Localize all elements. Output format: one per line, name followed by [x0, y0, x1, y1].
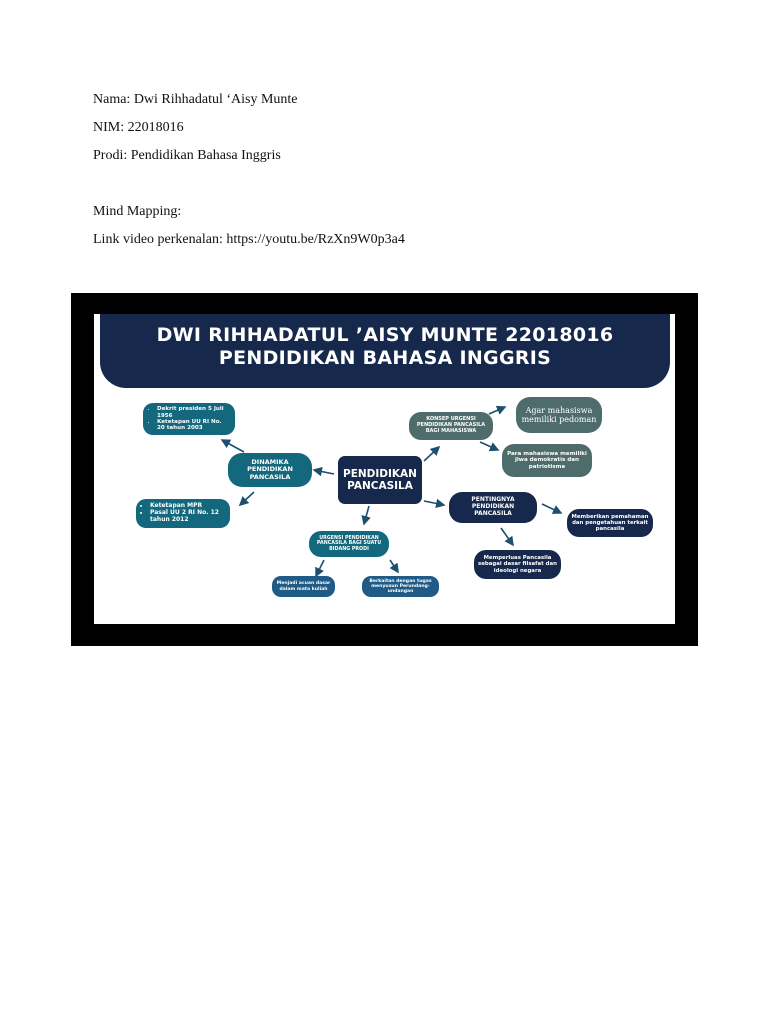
mindmap-title-banner: [100, 314, 670, 388]
name-line: Nama: Dwi Rihhadatul ‘Aisy Munte: [93, 92, 298, 107]
berkaitan-node: Berkaitan dengan tugas menyusun Perundang-undangan: [362, 576, 439, 597]
arrow-konsep-agar: [489, 407, 505, 414]
arrow-center-konsep: [424, 447, 439, 461]
dinamika-bottom-item-1: • Ketetapan MPR: [150, 503, 226, 510]
mindmap-title-line1: DWI RIHHADATUL ’AISY MUNTE 22018016: [156, 324, 614, 346]
memperluas-node: Memperluas Pancasila sebagai dasar filsafat dan ideologi negara: [474, 550, 561, 579]
arrow-dinamika-top: [222, 440, 244, 452]
blank-line: [93, 170, 405, 198]
menjadi-node: Menjadi acuan dasar dalam mata kuliah: [272, 576, 335, 597]
mindmap-image-frame: [71, 293, 698, 646]
para-node: Para mahasiswa memiliki jiwa demokratis dan patriotisme: [502, 444, 592, 477]
mindmap-title-line2: PENDIDIKAN BAHASA INGGRIS: [218, 347, 552, 369]
arrow-konsep-para: [480, 442, 498, 450]
konsep-node: KONSEP URGENSI PENDIDIKAN PANCASILA BAGI MAHASISWA: [409, 412, 493, 440]
arrow-urgensi-berkaitan: [390, 560, 398, 572]
dinamika-top-item-1: • Dekrit presiden 5 Juli 1956: [157, 406, 231, 419]
dinamika-node: DINAMIKA PENDIDIKAN PANCASILA: [228, 453, 312, 487]
mind-mapping-label: Mind Mapping:: [93, 204, 182, 219]
document-text: [93, 86, 405, 254]
pentingnya-node: PENTINGNYA PENDIDIKAN PANCASILA: [449, 492, 537, 523]
video-link-line: Link video perkenalan: https://youtu.be/RzXn9W0p3a4: [93, 232, 405, 247]
arrow-pentingnya-memperluas: [501, 528, 513, 545]
arrow-dinamika-bottom: [240, 492, 254, 505]
arrow-center-urgensi: [364, 506, 369, 524]
mindmap-canvas: [94, 314, 675, 624]
urgensi-node: URGENSI PENDIDIKAN PANCASILA BAGI SUATU BIDANG PRODI: [309, 531, 389, 557]
dinamika-top-node: [143, 403, 235, 435]
prodi-line: Prodi: Pendidikan Bahasa Inggris: [93, 148, 281, 163]
agar-node: Agar mahasiswa memiliki pedoman: [516, 397, 602, 433]
nim-line: NIM: 22018016: [93, 120, 184, 135]
dinamika-top-item-2: • Ketetapan UU RI No. 20 tahun 2003: [157, 419, 231, 432]
dinamika-bottom-item-2: • Pasal UU 2 RI No. 12 tahun 2012: [150, 510, 226, 524]
center-node: PENDIDIKAN PANCASILA: [338, 456, 422, 504]
arrow-pentingnya-memberikan: [542, 504, 561, 513]
dinamika-bottom-node: [136, 499, 230, 528]
arrow-center-dinamika: [314, 470, 334, 474]
arrow-urgensi-menjadi: [316, 560, 324, 576]
arrow-center-pentingnya: [424, 501, 444, 505]
memberikan-node: Memberikan pemahaman dan pengetahuan terkait pancasila: [567, 509, 653, 537]
